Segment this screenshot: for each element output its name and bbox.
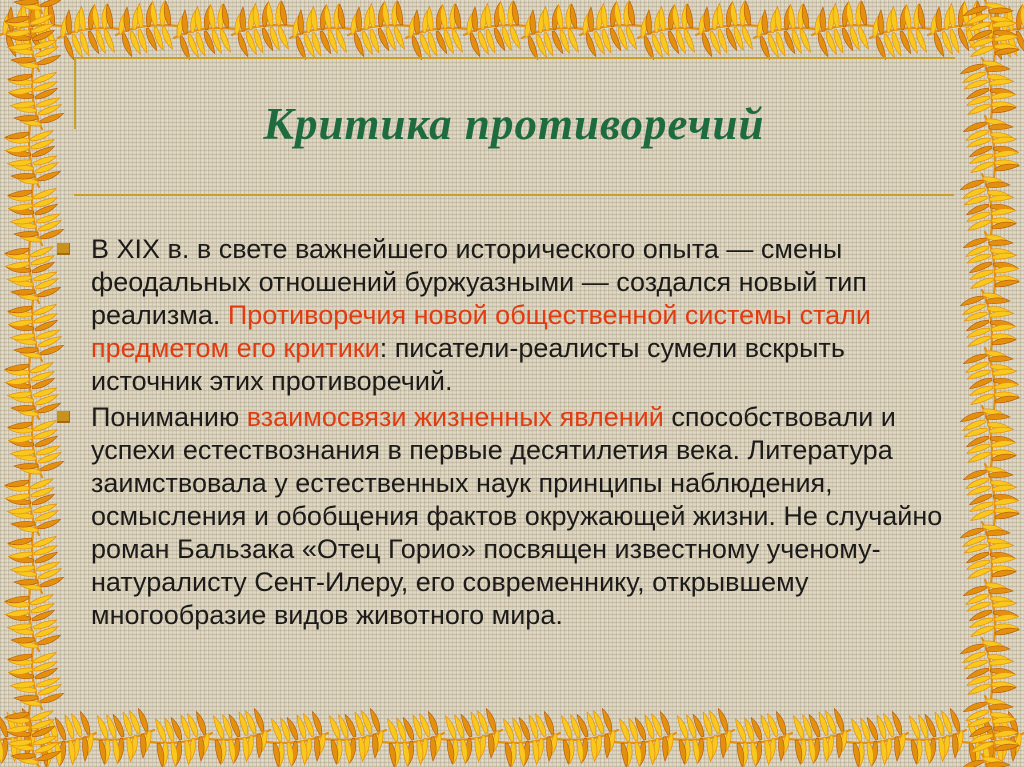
bullet-list xyxy=(57,233,962,635)
highlighted-text-segment: взаимосвязи жизненных явлений xyxy=(246,402,664,432)
bullet-square-icon xyxy=(57,411,70,423)
list-item xyxy=(57,401,962,632)
left-border-garland xyxy=(5,0,64,767)
text-segment: Пониманию xyxy=(91,402,247,432)
text-segment: : писатели-реалисты сумели вскрыть источник этих противоречий. xyxy=(91,333,845,396)
text-segment: способствовали и успехи естествознания в первые десятилетия века. Литература заимствовала у естественных наук принципы наблюдения, осмысления и обобщения фактов окружающей жизни. Не случайно роман Бальзака «Отец Горио» посвящен известному ученому-натуралисту Сент-Илеру, его современнику, открывшему многообразие видов животного мира. xyxy=(91,402,943,630)
page-title: Критика противоречий xyxy=(263,99,765,149)
title-frame-line-top xyxy=(74,57,955,59)
list-item xyxy=(57,233,962,398)
text-segment: В XIX в. в свете важнейшего исторического опыта — смены феодальных отношений буржуазными — создался новый тип реализма. xyxy=(91,234,868,330)
title-separator-line xyxy=(74,194,954,196)
bullet-square-icon xyxy=(57,243,70,255)
bullet-paragraph xyxy=(91,401,962,632)
top-border-garland xyxy=(0,1,1024,60)
bullet-paragraph xyxy=(91,233,962,398)
highlighted-text-segment: Противоречия новой общественной системы стали предметом его критики xyxy=(91,300,871,363)
bottom-border-garland xyxy=(0,709,1024,767)
right-border-garland xyxy=(961,0,1020,767)
